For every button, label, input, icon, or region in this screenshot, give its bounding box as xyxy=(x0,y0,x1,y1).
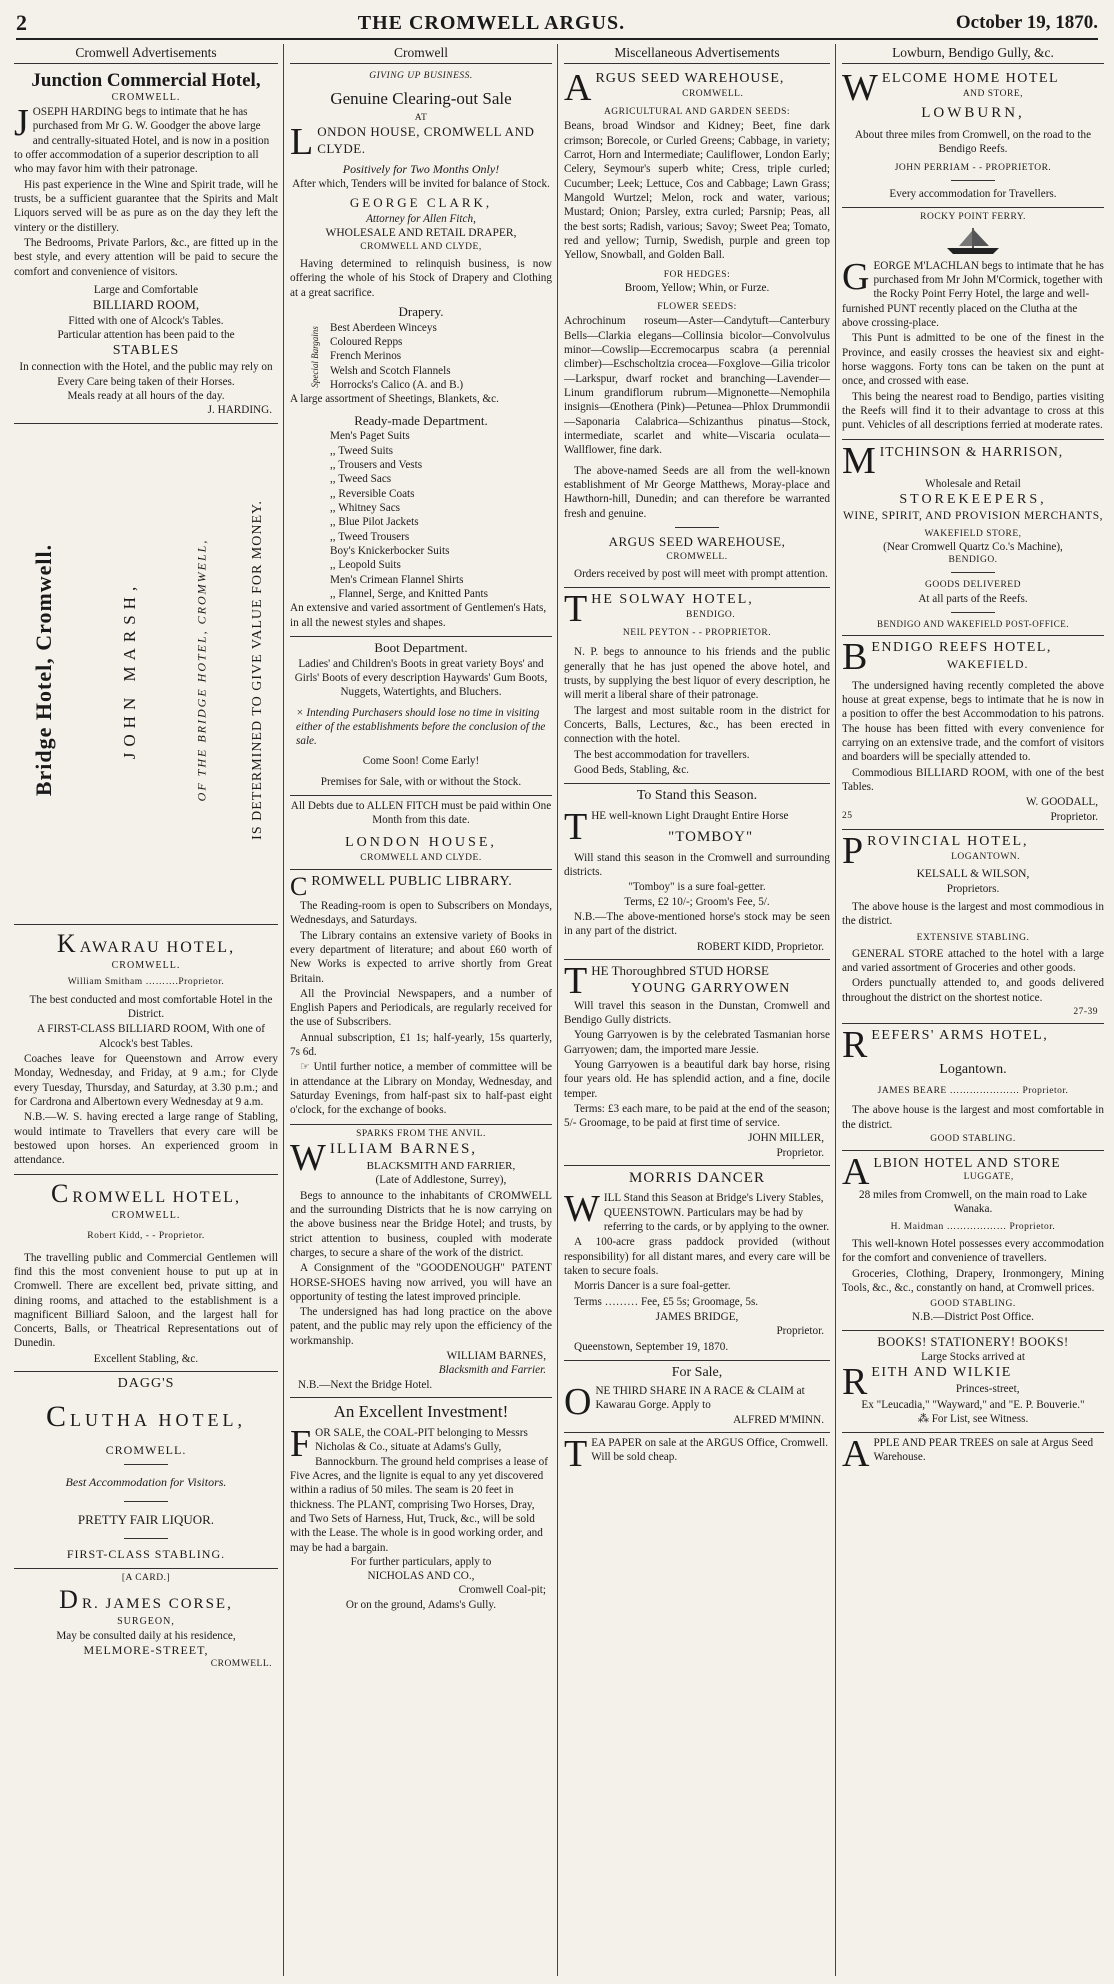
drop-cap: W xyxy=(290,1136,326,1179)
drop-cap: P xyxy=(842,829,864,872)
ad-title: ENDIGO REEFS HOTEL, xyxy=(871,640,1052,656)
side-label: Special Bargains xyxy=(310,325,320,388)
ad-text: A 100-acre grass paddock provided (without responsibility) for all distant mares, and every care will be taken to secure foals. xyxy=(564,1236,830,1277)
ad-role: Proprietor. xyxy=(1050,810,1098,823)
column-miscellaneous-advertisements xyxy=(564,44,830,1976)
ad-text: N.B.—Next the Bridge Hotel. xyxy=(298,1378,433,1391)
ad-proprietor: William Smitham ……….Proprietor. xyxy=(67,977,225,988)
ad-signature: W. GOODALL, xyxy=(1026,796,1098,809)
list-item: ,, Tweed Trousers xyxy=(330,530,410,543)
ad-cromwell-hotel xyxy=(14,1175,278,1373)
ad-text: N. P. begs to announce to his friends and the public generally that he has just opened the above hotel, and trusts, by supplying the best liquor of every description, he will merit a liberal share of their patronage. xyxy=(564,646,830,702)
drop-cap: K xyxy=(56,928,76,958)
ad-place: CROMWELL. xyxy=(111,959,181,971)
list-item: ,, Flannel, Serge, and Knitted Pants xyxy=(330,587,488,600)
ad-text: For further particulars, apply to xyxy=(350,1555,492,1568)
ad-text: His past experience in the Wine and Spirit trade, will he trusts, be a sufficient guarantee that the Spirits and Malt Liquors served will be as pure as on the day they left the vintery or the distillery. xyxy=(14,178,278,234)
list-item: Men's Paget Suits xyxy=(330,430,410,443)
ad-line: STOREKEEPERS, xyxy=(899,492,1047,508)
ad-text: Large Stocks arrived at xyxy=(921,1350,1025,1363)
ad-text: Begs to announce to the inhabitants of CROMWELL and the surrounding Districts that he is now carrying on the above business near the Bridge Hotel; and trusts, by strict attention to business, coupled with moderate charges, to secure a share of the work of the district. xyxy=(290,1189,552,1259)
ad-reefers-arms-hotel xyxy=(842,1024,1104,1151)
ad-text: Achrochinum roseum—Aster—Candytuft—Canterbury Bells—Clarkia elegans—Collinsia bicolor—Convolvulus minor—Cowslip—Eccremocarpus scabra (a perennial climber)—Eschscholtzia crocea—Foxglove—Gilia tricolor—Larkspur, dwarf rocket and branching—Lavender—Linum grandiflorum rubrum—Mignonette—Nemophila insignis—Œnothera (Pink)—Petunea—Phlox Drummondii—Saponaria Calabrica—Schizanthus pinatus—Stock, intermediate, scarlet and white—Viscaria oculata—Wallflower, fine dark. xyxy=(564,315,830,457)
ad-text: Coaches leave for Queenstown and Arrow every Monday, Wednesday, and Friday, at 9 a.m.; for Clyde every Tuesday, Thursday, and Saturday, at 3.30 p.m.; and for Cardrona and Albertown every Wednesday at 9 a.m. xyxy=(14,1052,278,1108)
ad-text: Orders received by post will meet with prompt attention. xyxy=(574,567,828,580)
ad-text: The undersigned has had long practice on the above patent, and the public may rely upon the efficiency of the workmanship. xyxy=(290,1306,552,1347)
ad-text: "Tomboy" is a sure foal-getter. xyxy=(628,881,766,894)
ad-provincial-hotel xyxy=(842,830,1104,1024)
divider xyxy=(951,572,995,573)
drop-cap: J xyxy=(14,101,29,144)
ad-title: ROMWELL HOTEL, xyxy=(72,1188,242,1206)
ad-title: ITCHINSON & HARRISON, xyxy=(879,443,1064,459)
ad-text: The travelling public and Commercial Gentlemen will find this the most convenient house to put up at in Cromwell. There are excellent bed, private sitting, and dining rooms, and attached to the establishment is a magnificent Billiard Saloon, and the largest hall for Concerts, Balls, or Theatrical Representations out of Dunedin. xyxy=(14,1251,278,1350)
masthead xyxy=(16,8,1098,40)
list-item: Welsh and Scotch Flannels xyxy=(330,364,451,377)
ad-place: WAKEFIELD. xyxy=(946,657,1029,672)
ad-text: Young Garryowen is by the celebrated Tasmanian horse Garryowen; dam, the imported mare Jessie. xyxy=(564,1029,830,1056)
ad-tomboy xyxy=(564,784,830,960)
ad-terms: Terms, £2 10/-; Groom's Fee, 5/. xyxy=(624,895,770,908)
ad-text: PPLE AND PEAR TREES on sale at Argus Seed Warehouse. xyxy=(873,1436,1094,1464)
ad-mitchinson-harrison xyxy=(842,440,1104,637)
section-heading: Drapery. xyxy=(398,304,444,320)
ad-date: Queenstown, September 19, 1870. xyxy=(574,1340,729,1353)
drop-cap: B xyxy=(842,636,868,679)
ad-text: Orders punctually attended to, and goods delivered throughout the district on the shortest notice. xyxy=(842,977,1104,1004)
ad-text: Commodious BILLIARD ROOM, with one of the best Tables. xyxy=(842,766,1104,793)
ad-terms: Terms ……… Fee, £5 5s; Groomage, 5s. xyxy=(574,1295,759,1308)
ad-name: EITH AND WILKIE xyxy=(871,1365,1012,1381)
ad-text: GOOD STABLING. xyxy=(930,1134,1016,1144)
ad-text: This being the nearest road to Bendigo, parties visiting the Reefs will find it to their advantage to cross at this punt. Vehicles of all descriptions ferried at moderate rates. xyxy=(842,390,1104,432)
ad-text: Ladies' and Children's Boots in great variety Boys' and Girls' Boots of every description Haywards' Gum Boots, Nuggets, Watertights, and Bluchers. xyxy=(294,657,548,699)
ad-signature: ALFRED M'MINN. xyxy=(733,1413,824,1426)
ad-text: The best conducted and most comfortable Hotel in the District. xyxy=(29,993,273,1020)
ad-text: A FIRST-CLASS BILLIARD ROOM, With one of Alcock's best Tables. xyxy=(37,1023,265,1050)
ad-title: BOOKS! STATIONERY! BOOKS! xyxy=(877,1334,1069,1349)
ad-vertical-text: OF THE BRIDGE HOTEL, CROMWELL, xyxy=(194,538,209,802)
ad-text: Good Beds, Stabling, &c. xyxy=(574,763,689,776)
ad-place: Logantown. xyxy=(939,1062,1007,1078)
ad-text: ILL Stand this Season at Bridge's Livery Stables, QUEENSTOWN. Particulars may be had by referring to the cards, or by applying to the owner. xyxy=(603,1192,830,1233)
list-item: Coloured Repps xyxy=(330,336,403,349)
list-item: French Merinos xyxy=(330,350,402,363)
divider xyxy=(124,1464,168,1465)
ad-title: ROMWELL PUBLIC LIBRARY. xyxy=(311,873,513,889)
list-item: ,, Whitney Sacs xyxy=(330,501,401,514)
ad-text: A Consignment of the "GOODENOUGH" PATENT HORSE-SHOES having now arrived, you will have an opportunity of testing the latest improved principle. xyxy=(290,1262,552,1303)
drop-cap: R xyxy=(842,1361,868,1404)
ad-title: LUTHA HOTEL, xyxy=(70,1410,246,1431)
ad-title: ELCOME HOME HOTEL xyxy=(881,71,1060,87)
drop-cap: T xyxy=(564,588,588,631)
drop-cap: T xyxy=(564,1432,588,1475)
ad-text: NE THIRD SHARE IN A RACE & CLAIM at Kawarau Gorge. Apply to xyxy=(595,1384,805,1412)
ad-junction-hotel xyxy=(14,67,278,423)
ad-kicker: GIVING UP BUSINESS. xyxy=(369,71,473,82)
list-item: ,, Tweed Sacs xyxy=(330,473,392,486)
ad-proprietor: NEIL PEYTON - - PROPRIETOR. xyxy=(622,628,772,639)
ready-made-list xyxy=(290,429,552,601)
column-header: Lowburn, Bendigo Gully, &c. xyxy=(842,44,1104,64)
ad-town: CROMWELL. xyxy=(210,1659,272,1670)
ad-line: (Near Cromwell Quartz Co.'s Machine), xyxy=(883,540,1063,553)
ad-text: GENERAL STORE attached to the hotel with a large and varied assortment of Groceries and other goods. xyxy=(842,947,1104,975)
page-number: 2 xyxy=(16,10,27,35)
ad-place: LOWBURN, xyxy=(921,105,1025,122)
issue-date: October 19, 1870. xyxy=(955,12,1098,33)
ad-line: In connection with the Hotel, and the public may rely on xyxy=(19,361,273,374)
ad-text: Young Garryowen is a beautiful dark bay horse, rising four years old. He has splendid action, and a fine, docile temper. xyxy=(564,1058,830,1100)
ad-text: After which, Tenders will be invited for balance of Stock. xyxy=(292,177,550,190)
ad-subtitle: ONDON HOUSE, CROMWELL AND CLYDE. xyxy=(317,124,535,156)
column-rule xyxy=(283,44,284,1976)
horse-name: MORRIS DANCER xyxy=(629,1170,765,1187)
ad-title: ILLIAM BARNES, xyxy=(329,1140,478,1157)
ad-proprietor: JAMES BEARE ………………… Proprietor. xyxy=(877,1086,1069,1097)
ad-title: ROCKY POINT FERRY. xyxy=(920,211,1026,222)
ad-text: 28 miles from Cromwell, on the main road to Lake Wanaka. xyxy=(858,1189,1088,1216)
ad-role: Proprietors. xyxy=(946,882,1000,895)
list-item: ,, Leopold Suits xyxy=(330,559,401,572)
column-rule xyxy=(835,44,836,1976)
ad-number: 25 xyxy=(842,810,853,821)
ad-text: Best Accommodation for Visitors. xyxy=(65,1475,227,1490)
ad-line: WINE, SPIRIT, AND PROVISION MERCHANTS, xyxy=(843,509,1103,522)
ad-title: RGUS SEED WAREHOUSE, xyxy=(595,71,785,87)
list-item: Best Aberdeen Winceys xyxy=(330,321,437,334)
ad-welcome-home-hotel xyxy=(842,67,1104,207)
ad-reith-wilkie-books xyxy=(842,1331,1104,1433)
ad-line: Every Care being taken of their Horses. xyxy=(57,375,235,388)
ad-signature: Proprietor. xyxy=(776,1325,824,1338)
ad-line: Particular attention has been paid to the xyxy=(57,329,235,342)
drop-cap: R xyxy=(842,1024,868,1067)
ad-text: Or on the ground, Adams's Gully. xyxy=(345,1598,497,1611)
ad-signature: NICHOLAS AND CO., xyxy=(367,1570,475,1583)
ad-text: Will stand this season in the Cromwell and surrounding districts. xyxy=(564,851,830,879)
ad-text: FIRST-CLASS STABLING. xyxy=(66,1547,226,1562)
ad-text: Premises for Sale, with or without the Stock. xyxy=(320,775,522,788)
ad-text: The undersigned having recently completed the above house at great expense, begs to intimate that he is now in a position to offer the best Accommodation to his patrons. The house has been fitted with every convenience for carrying on an extensive trade, and the comfort of visitors and boarders will be specially attended to. xyxy=(842,679,1104,764)
ad-title: R. JAMES CORSE, xyxy=(81,1595,233,1612)
ad-text: Annual subscription, £1 1s; half-yearly, 15s quarterly, 7s 6d. xyxy=(290,1031,552,1059)
ad-line: BILLIARD ROOM, xyxy=(92,297,200,313)
ad-text: Come Soon! Come Early! xyxy=(362,755,480,768)
ad-signature: ROBERT KIDD, Proprietor. xyxy=(696,940,824,953)
ad-text: WHOLESALE AND RETAIL DRAPER, xyxy=(325,227,517,240)
divider xyxy=(675,527,719,528)
list-item: ,, Tweed Suits xyxy=(330,444,394,457)
list-item: ,, Blue Pilot Jackets xyxy=(330,516,419,529)
ad-name: GEORGE CLARK, xyxy=(349,195,493,211)
drop-cap: D xyxy=(59,1584,78,1614)
ad-title: For Sale, xyxy=(671,1364,723,1380)
ad-text: Beans, broad Windsor and Kidney; Beet, fine dark crimson; Borecole, or Curled Greens; Cabbage, in variety; Carrot, Horn and Intermediate; Cauliflower, London Early; Celery, Seymour's superb white; Cress, triple curled; Cucumber; Leek; Lettuce, Cos and Cabbage; Lawn Grass; Mangold Wurtzel; Melon, rock and water, various; Mustard; Onion; Parsley, extra curled; Parsnip; Peas, all the best sorts; Radish, various; Savoy; Sweet Pea; Tomato, red and yellow; Turnip, Swedish, purple and green top Yellow, Snowball, and Golden Ball. xyxy=(564,120,830,262)
ad-title: Junction Commercial Hotel, xyxy=(31,70,261,92)
ad-text: Excellent Stabling, &c. xyxy=(93,1352,199,1365)
ad-text: The Bedrooms, Private Parlors, &c., are fitted up in the best style, and every attention will be paid to secure the comfort and convenience of visitors. xyxy=(14,236,278,278)
column-header: Cromwell Advertisements xyxy=(14,44,278,64)
ad-text: This well-known Hotel possesses every accommodation for the comfort and convenience of travellers. xyxy=(842,1237,1104,1265)
ad-signature: J. HARDING. xyxy=(207,404,272,417)
ad-text: An extensive and varied assortment of Gentlemen's Hats, in all the newest styles and shapes. xyxy=(290,602,547,629)
ad-text: EORGE M'LACHLAN begs to intimate that he has purchased from Mr John M'Cormick, together with the Rocky Point Ferry Hotel, the large and well-furnished PUNT recently placed on the Clutha at the above crossing-place. xyxy=(842,259,1104,330)
ad-text: The above-named Seeds are all from the well-known establishment of Mr George Matthews, Moray-place and Hawthorn-hill, Dunedin; and can therefore be warranted fresh and genuine. xyxy=(564,464,830,520)
ad-line: Meals ready at all hours of the day. xyxy=(67,390,225,403)
ad-text: Terms: £3 each mare, to be paid at the end of the season; 5/- Groomage, to be paid at first time of service. xyxy=(564,1102,830,1130)
ad-owner: DAGG'S xyxy=(117,1376,175,1392)
ad-title: HE SOLWAY HOTEL, xyxy=(591,592,754,608)
list-item: Horrocks's Calico (A. and B.) xyxy=(330,379,464,392)
ad-line: At all parts of the Reefs. xyxy=(918,592,1028,605)
ad-title: To Stand this Season. xyxy=(636,788,758,804)
drop-cap: F xyxy=(290,1422,312,1465)
drop-cap: L xyxy=(290,121,314,164)
ad-text: BLACKSMITH AND FARRIER, xyxy=(366,1160,516,1173)
ad-signature: JOHN MILLER, xyxy=(748,1132,824,1145)
section-heading: AGRICULTURAL AND GARDEN SEEDS: xyxy=(603,107,791,118)
drop-cap: T xyxy=(564,960,588,1002)
list-item: ,, Trousers and Vests xyxy=(330,458,423,471)
ad-clutha-hotel xyxy=(14,1372,278,1569)
ad-line: Large and Comfortable xyxy=(93,283,199,296)
ad-place: CROMWELL. xyxy=(111,92,181,104)
ad-signature: Cromwell Coal-pit; xyxy=(458,1584,546,1597)
ad-text: ⁂ For List, see Witness. xyxy=(917,1413,1029,1426)
ad-place: CROMWELL. xyxy=(666,551,728,562)
ad-line: BENDIGO AND WAKEFIELD POST-OFFICE. xyxy=(876,618,1069,629)
ad-name: LONDON HOUSE, xyxy=(345,834,497,850)
ad-text: All the Provincial Newspapers, and a number of English Papers and Periodicals, are regularly received for the use of Subscribers. xyxy=(290,987,552,1029)
ad-title: AWARAU HOTEL, xyxy=(79,938,236,956)
ad-vertical-title: Bridge Hotel, Cromwell. xyxy=(30,543,56,796)
divider xyxy=(951,180,995,181)
ad-title: ARGUS SEED WAREHOUSE, xyxy=(608,534,786,549)
drapery-list xyxy=(324,321,463,393)
ad-place: CROMWELL. xyxy=(105,1443,187,1458)
horse-name: YOUNG GARRYOWEN xyxy=(630,980,791,996)
ad-text: The best accommodation for travellers. xyxy=(574,748,750,761)
divider xyxy=(124,1501,168,1502)
ad-place: LUGGATE, xyxy=(963,1172,1014,1183)
ad-vertical-name: JOHN MARSH, xyxy=(120,580,140,759)
ad-vertical-text: IS DETERMINED TO GIVE VALUE FOR MONEY. xyxy=(250,499,266,840)
ad-line: BENDIGO. xyxy=(948,555,998,566)
ad-argus-seed-warehouse xyxy=(564,67,830,588)
column-cromwell xyxy=(290,44,552,1976)
ad-place: CROMWELL. xyxy=(682,89,744,100)
ad-text: OR SALE, the COAL-PIT belonging to Messrs Nicholas & Co., situate at Adams's Gully, Bannockburn. The ground held comprises a lease of Five Acres, and the lignite is equal to any yet discovered within a radius of 50 miles. The seam is 20 feet in thickness. The PLANT, comprising Two Horses, Dray, and Two Sets of Harness, Hut, Truck, &c., will be sold with the Lease. The whole is in good working order, and may be had a bargain. xyxy=(290,1426,548,1554)
drop-cap: G xyxy=(842,255,870,298)
ad-text: ☞ Until further notice, a member of committee will be in attendance at the Library on Monday, Wednesday, and Saturday Evenings, from half-past six to half-past eight o'clock, for the exchange of books. xyxy=(290,1061,552,1117)
ad-text: The above house is the largest and most comfortable in the district. xyxy=(842,1104,1104,1131)
ad-text: CROMWELL AND CLYDE, xyxy=(360,241,482,252)
ad-text: OSEPH HARDING begs to intimate that he has purchased from Mr G. W. Goodger the above large and centrally-situated Hotel, and is now in a position to offer accommodation of a superior description to all who may favor him with their patronage. xyxy=(14,105,270,176)
ad-text: EA PAPER on sale at the ARGUS Office, Cromwell. Will be sold cheap. xyxy=(591,1436,829,1464)
drop-cap: A xyxy=(564,67,592,110)
ad-line: WAKEFIELD STORE, xyxy=(924,528,1022,539)
ad-text: Every accommodation for Travellers. xyxy=(889,188,1057,201)
ad-kawarau-hotel xyxy=(14,925,278,1175)
ad-signature: Blacksmith and Farrier. xyxy=(438,1364,546,1377)
ad-text: Broom, Yellow; Whin, or Furze. xyxy=(624,281,770,294)
drop-cap: T xyxy=(564,806,588,849)
ad-text: Ex "Leucadia," "Wayward," and "E. P. Bouverie." xyxy=(861,1399,1085,1412)
column-lowburn-bendigo xyxy=(842,44,1104,1976)
ad-bendigo-reefs-hotel xyxy=(842,636,1104,830)
list-item: Men's Crimean Flannel Shirts xyxy=(330,573,464,586)
ad-william-barnes xyxy=(290,1125,552,1398)
ad-apple-pear-trees xyxy=(842,1432,1104,1475)
drop-cap: O xyxy=(564,1380,592,1423)
ad-text: The above house is the largest and most commodious in the district. xyxy=(842,901,1104,928)
ad-text: The Reading-room is open to Subscribers on Mondays, Wednesdays, and Saturdays. xyxy=(290,899,552,927)
ad-text: N.B.—District Post Office. xyxy=(912,1311,1034,1324)
column-cromwell-advertisements xyxy=(14,44,278,1976)
ad-street: Princes-street, xyxy=(955,1383,1020,1395)
ad-tea-paper xyxy=(564,1432,830,1475)
drop-cap: A xyxy=(842,1432,870,1475)
ad-text: N.B.—W. S. having erected a large range of Stabling, would intimate to Travellers that every care will be bestowed upon horses. An experienced groom in attendance. xyxy=(14,1111,278,1167)
ad-text: This Punt is admitted to be one of the finest in the Province, and easily crosses the heaviest six and eight-horse waggons. Forty tons can be taken on the punt at once, and crossed with ease. xyxy=(842,332,1104,388)
ad-albion-hotel xyxy=(842,1151,1104,1331)
ad-text: × Intending Purchasers should lose no time in visiting either of the establishments before the conclusion of the sale. xyxy=(296,706,546,748)
ad-bridge-hotel xyxy=(14,424,278,925)
drop-cap: C xyxy=(50,1178,69,1208)
ad-title: An Excellent Investment! xyxy=(333,1402,509,1422)
ad-title: Genuine Clearing-out Sale xyxy=(330,89,512,109)
drop-cap: W xyxy=(842,67,878,110)
divider xyxy=(124,1538,168,1539)
ad-proprietor: KELSALL & WILSON, xyxy=(916,867,1030,880)
ad-public-library xyxy=(290,870,552,1125)
ad-text: Positively for Two Months Only! xyxy=(342,161,500,176)
ad-text: Groceries, Clothing, Drapery, Ironmongery, Mining Tools, &c., &c., constantly on hand, at Cromwell prices. xyxy=(842,1267,1104,1294)
drop-cap: C xyxy=(46,1400,67,1434)
newspaper-title: THE CROMWELL ARGUS. xyxy=(357,11,626,34)
ad-text: Will travel this season in the Dunstan, Cromwell and Bendigo Gully districts. xyxy=(564,999,830,1026)
column-rule xyxy=(557,44,558,1976)
ad-text: The largest and most suitable room in the district for Concerts, Balls, Lectures, &c., has been erected in connection with the hotel. xyxy=(564,704,830,746)
section-heading: Boot Department. xyxy=(290,636,552,657)
ad-text: N.B.—The above-mentioned horse's stock may be seen in any part of the district. xyxy=(564,911,830,938)
ad-kicker: SPARKS FROM THE ANVIL. xyxy=(356,1128,486,1139)
horse-name: "TOMBOY" xyxy=(668,828,754,845)
list-item: ,, Reversible Coats xyxy=(330,487,415,500)
ad-proprietor: JOHN PERRIAM - - PROPRIETOR. xyxy=(894,163,1052,174)
ad-text: AT xyxy=(414,113,428,124)
ad-line: Wholesale and Retail xyxy=(925,477,1021,490)
ad-line: Fitted with one of Alcock's Tables. xyxy=(68,314,224,327)
divider xyxy=(951,612,995,613)
ad-signature: Proprietor. xyxy=(776,1146,824,1159)
ad-text: (Late of Addlestone, Surrey), xyxy=(375,1174,507,1187)
ad-coal-pit xyxy=(290,1398,552,1617)
ad-street: MELMORE-STREET, xyxy=(83,1643,209,1658)
ad-james-corse xyxy=(14,1569,278,1676)
ad-text: GOOD STABLING. xyxy=(930,1299,1016,1310)
ad-title: LBION HOTEL AND STORE xyxy=(873,1155,1061,1171)
ad-rocky-point-ferry xyxy=(842,208,1104,440)
drop-cap: W xyxy=(564,1188,600,1231)
column-header: Cromwell xyxy=(290,44,552,64)
ad-text: EXTENSIVE STABLING. xyxy=(916,932,1030,943)
ad-text: Attorney for Allen Fitch, xyxy=(366,212,476,225)
ad-signature: JAMES BRIDGE, xyxy=(655,1310,739,1323)
ad-place: BENDIGO. xyxy=(686,610,736,621)
ad-role: SURGEON, xyxy=(117,1615,175,1627)
ad-line: STABLES xyxy=(112,343,180,359)
ad-text: All Debts due to ALLEN FITCH must be paid within One Month from this date. xyxy=(290,795,552,828)
ad-text: The Library contains an extensive variety of Books in every department of literature; and about £60 worth of New Works is expected to arrive shortly from Great Britain. xyxy=(290,929,552,985)
ferry-boat-icon xyxy=(943,226,1003,256)
ad-for-sale-share xyxy=(564,1361,830,1433)
section-heading: Ready-made Department. xyxy=(354,412,488,428)
ad-text: CROMWELL AND CLYDE. xyxy=(360,852,482,863)
section-heading: FOR HEDGES: xyxy=(663,269,731,280)
section-heading: FLOWER SEEDS: xyxy=(657,302,737,313)
ad-text: Morris Dancer is a sure foal-getter. xyxy=(574,1280,731,1293)
drop-cap: A xyxy=(842,1151,870,1194)
ad-text: PRETTY FAIR LIQUOR. xyxy=(77,1511,215,1527)
ad-text: HE well-known Light Draught Entire Horse xyxy=(591,810,789,823)
ad-proprietor: Robert Kidd, - - Proprietor. xyxy=(87,1231,205,1242)
ad-signature: WILLIAM BARNES, xyxy=(446,1350,546,1363)
ad-text: May be consulted daily at his residence, xyxy=(56,1629,236,1642)
ad-text: A large assortment of Sheetings, Blankets, &c. xyxy=(290,393,499,406)
list-item: Boy's Knickerbocker Suits xyxy=(330,544,450,557)
ad-text: Having determined to relinquish business, is now offering the whole of his Stock of Drapery and Clothing at a great sacrifice. xyxy=(290,258,552,299)
ad-solway-hotel xyxy=(564,588,830,784)
ad-text: About three miles from Cromwell, on the road to the Bendigo Reefs. xyxy=(854,128,1092,155)
ad-subtitle: AND STORE, xyxy=(962,89,1024,100)
ad-place: CROMWELL. xyxy=(111,1209,181,1221)
column-header: Miscellaneous Advertisements xyxy=(564,44,830,64)
ad-london-house-sale xyxy=(290,67,552,870)
ad-title: ROVINCIAL HOTEL, xyxy=(867,833,1029,849)
ad-proprietor: H. Maidman ……………… Proprietor. xyxy=(890,1221,1056,1232)
ad-young-garryowen xyxy=(564,960,830,1166)
drop-cap: C xyxy=(290,871,308,901)
drop-cap: M xyxy=(842,439,876,482)
ad-place: LOGANTOWN. xyxy=(951,851,1021,862)
ad-title: HE Thoroughbred STUD HORSE xyxy=(591,963,769,978)
ad-line: GOODS DELIVERED xyxy=(925,580,1021,591)
ad-title: EEFERS' ARMS HOTEL, xyxy=(871,1028,1049,1044)
ad-card-label: [A CARD.] xyxy=(121,1572,171,1583)
ad-number: 27-39 xyxy=(1073,1007,1098,1018)
ad-morris-dancer xyxy=(564,1166,830,1361)
